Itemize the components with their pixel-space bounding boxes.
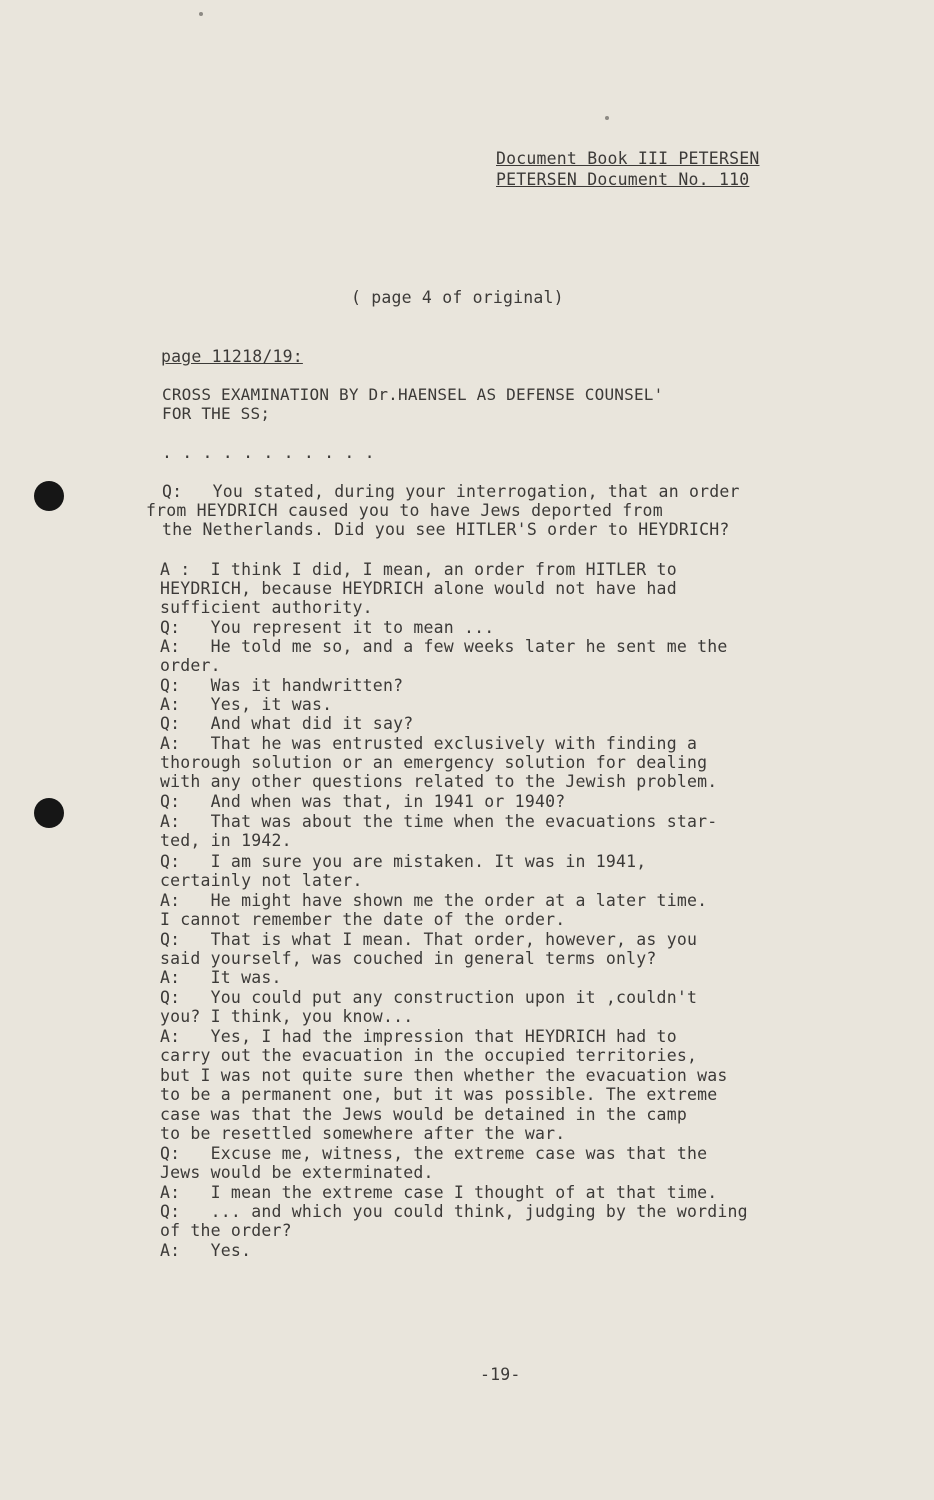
transcript-line: Q: Was it handwritten? — [160, 676, 404, 695]
paper-speck — [199, 12, 203, 16]
transcript-line: A: Yes, it was. — [160, 695, 333, 714]
transcript-line: A: He might have shown me the order at a later time. — [160, 891, 708, 910]
transcript-line: HEYDRICH, because HEYDRICH alone would not have had — [160, 579, 677, 598]
binder-hole-top — [34, 481, 64, 511]
transcript-line: Q: I am sure you are mistaken. It was in 1941, — [160, 852, 647, 871]
question-line: the Netherlands. Did you see HITLER'S order to HEYDRICH? — [162, 520, 730, 539]
transcript-line: A: It was. — [160, 968, 282, 987]
paper-speck — [605, 116, 609, 120]
page-number: -19- — [480, 1365, 521, 1384]
transcript-line: said yourself, was couched in general terms only? — [160, 949, 657, 968]
transcript-line: A: Yes. — [160, 1241, 252, 1260]
section-heading-line-2: FOR THE SS; — [162, 404, 271, 423]
transcript-line: thorough solution or an emergency solution for dealing — [160, 753, 708, 772]
transcript-line: carry out the evacuation in the occupied territories, — [160, 1046, 698, 1065]
transcript-line: Q: That is what I mean. That order, however, as you — [160, 930, 698, 949]
page-note: ( page 4 of original) — [351, 288, 564, 307]
question-line: from HEYDRICH caused you to have Jews deported from — [146, 501, 663, 520]
transcript-line: with any other questions related to the Jewish problem. — [160, 772, 718, 791]
transcript-line: you? I think, you know... — [160, 1007, 414, 1026]
question-line: Q: You stated, during your interrogation, that an order — [162, 482, 740, 501]
page-reference: page 11218/19: — [161, 347, 303, 366]
transcript-line: order. — [160, 656, 221, 675]
transcript-line: A : I think I did, I mean, an order from HITLER to — [160, 560, 677, 579]
transcript-line: sufficient authority. — [160, 598, 373, 617]
transcript-line: ted, in 1942. — [160, 831, 292, 850]
transcript-line: Q: Excuse me, witness, the extreme case was that the — [160, 1144, 708, 1163]
transcript-line: A: I mean the extreme case I thought of at that time. — [160, 1183, 718, 1202]
document-book-line: Document Book III PETERSEN — [496, 149, 760, 168]
transcript-line: to be resettled somewhere after the war. — [160, 1124, 566, 1143]
binder-hole-bottom — [34, 798, 64, 828]
transcript-line: Q: And what did it say? — [160, 714, 414, 733]
ellipsis-dots: . . . . . . . . . . . — [162, 443, 375, 462]
transcript-line: A: Yes, I had the impression that HEYDRICH had to — [160, 1027, 677, 1046]
transcript-line: Q: ... and which you could think, judging by the wording — [160, 1202, 748, 1221]
transcript-line: case was that the Jews would be detained in the camp — [160, 1105, 687, 1124]
section-heading-line-1: CROSS EXAMINATION BY Dr.HAENSEL AS DEFENSE COUNSEL' — [162, 385, 664, 404]
transcript-line: A: That was about the time when the evacuations star- — [160, 812, 718, 831]
transcript-line: A: He told me so, and a few weeks later he sent me the — [160, 637, 728, 656]
transcript-line: but I was not quite sure then whether the evacuation was — [160, 1066, 728, 1085]
transcript-line: A: That he was entrusted exclusively with finding a — [160, 734, 698, 753]
transcript-line: Q: You could put any construction upon it ,couldn't — [160, 988, 698, 1007]
transcript-line: Jews would be exterminated. — [160, 1163, 434, 1182]
transcript-line: I cannot remember the date of the order. — [160, 910, 566, 929]
document-number-line: PETERSEN Document No. 110 — [496, 170, 750, 189]
transcript-line: certainly not later. — [160, 871, 363, 890]
transcript-line: to be a permanent one, but it was possible. The extreme — [160, 1085, 718, 1104]
transcript-line: of the order? — [160, 1221, 292, 1240]
transcript-line: Q: You represent it to mean ... — [160, 618, 495, 637]
transcript-line: Q: And when was that, in 1941 or 1940? — [160, 792, 566, 811]
